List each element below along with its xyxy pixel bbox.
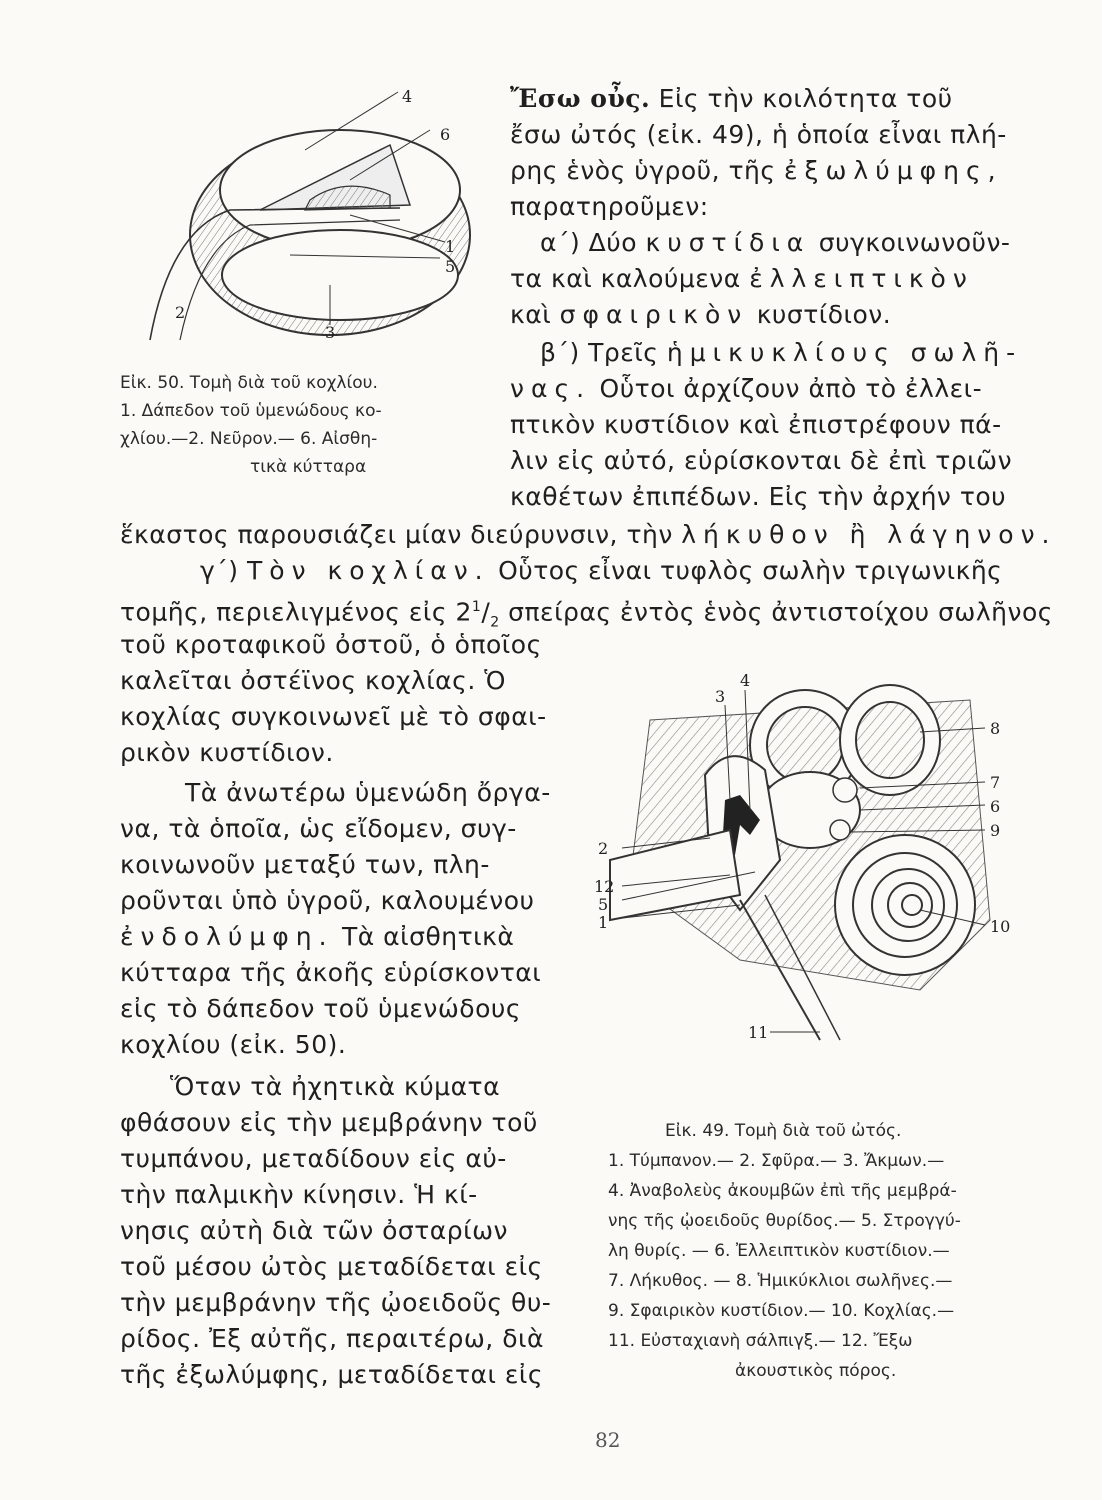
fig49-caption-line: ἀκουστικὸς πόρος. — [735, 1361, 897, 1381]
fig49-caption-line: 1. Τύμπανον.— 2. Σφῦρα.— 3. Ἄκμων.— — [608, 1151, 945, 1171]
text-line: τοῦ μέσου ὠτὸς μεταδίδεται εἰς — [120, 1252, 543, 1281]
fig49-caption-line: Εἰκ. 49. Τομὴ διὰ τοῦ ὠτός. — [665, 1121, 902, 1141]
text-line: α΄) Δύο κυστίδια συγκοινωνοῦν- — [540, 228, 1011, 257]
text-line: ρης ἑνὸς ὑγροῦ, τῆς ἐξωλύμφης, — [510, 156, 1003, 185]
text-line: γ΄) Τὸν κοχλίαν. Οὗτος εἶναι τυφλὸς σωλὴν τριγωνικῆς — [200, 556, 1003, 585]
text-line: ἐνδολύμφη. Τὰ αἰσθητικὰ — [120, 922, 515, 951]
text-line: κοινωνοῦν μεταξύ των, πλη- — [120, 850, 490, 879]
text-line: να, τὰ ὁποῖα, ὡς εἴδομεν, συγ- — [120, 814, 517, 843]
fig49-label-9: 9 — [990, 821, 1001, 840]
text-line: εἰς τὸ δάπεδον τοῦ ὑμενώδους — [120, 994, 521, 1023]
fig49-label-2: 2 — [598, 839, 609, 858]
text-line: νας. Οὗτοι ἀρχίζουν ἀπὸ τὸ ἐλλει- — [510, 374, 983, 403]
fig50-caption-line: 1. Δάπεδον τοῦ ὑμενώδους κο- — [120, 401, 382, 421]
text-line: ρίδος. Ἐξ αὐτῆς, περαιτέρω, διὰ — [120, 1324, 544, 1353]
text-line: Ὅταν τὰ ἠχητικὰ κύματα — [170, 1072, 501, 1101]
fig50-label-6: 6 — [440, 125, 451, 144]
page-number: 82 — [595, 1428, 621, 1452]
fig49-label-3: 3 — [715, 687, 726, 706]
text-line: καλεῖται ὀστέϊνος κοχλίας. Ὁ — [120, 666, 506, 695]
text-line: τα καὶ καλούμενα ἐλλειπτικὸν — [510, 264, 974, 293]
text-line: καὶ σφαιρικὸν κυστίδιον. — [510, 300, 892, 329]
fig50-caption-line: χλίου.—2. Νεῦρον.— 6. Αἰσθη- — [120, 429, 378, 449]
fig49-label-10: 10 — [990, 917, 1011, 936]
fig49-label-5: 5 — [598, 895, 609, 914]
cochlea — [835, 835, 975, 975]
figure-49-drawing — [590, 660, 1040, 1060]
text-line: κοχλίου (εἰκ. 50). — [120, 1030, 347, 1059]
text-line: νησις αὐτὴ διὰ τῶν ὀσταρίων — [120, 1216, 508, 1245]
fig50-label-5: 5 — [445, 257, 456, 276]
fig49-label-8: 8 — [990, 719, 1001, 738]
fig49-caption-line: 11. Εὐσταχιανὴ σάλπιγξ.— 12. Ἔξω — [608, 1331, 913, 1351]
text-line: β΄) Τρεῖς ἡμικυκλίους σωλῆ- — [540, 338, 1023, 367]
fig49-caption-line: λη θυρίς. — 6. Ἐλλειπτικὸν κυστίδιον.— — [608, 1241, 950, 1261]
text-line: φθάσουν εἰς τὴν μεμβράνην τοῦ — [120, 1108, 538, 1137]
fig50-label-1: 1 — [445, 237, 456, 256]
text-line: ἕκαστος παρουσιάζει μίαν διεύρυνσιν, τὴν λήκυθον ἢ λάγηνον. — [120, 520, 1057, 549]
fig49-label-7: 7 — [990, 773, 1001, 792]
fig50-caption-line: Εἰκ. 50. Τομὴ διὰ τοῦ κοχλίου. — [120, 373, 378, 393]
fig49-label-4: 4 — [740, 671, 751, 690]
fig50-label-2: 2 — [175, 303, 186, 322]
fig49-label-1: 1 — [598, 913, 609, 932]
text-line: Ἔσω οὖς. Εἰς τὴν κοιλότητα τοῦ — [510, 84, 953, 113]
figure-50-drawing — [140, 70, 480, 350]
text-line: Τὰ ἀνωτέρω ὑμενώδη ὄργα- — [185, 778, 551, 807]
fig50-caption-line: τικὰ κύτταρα — [250, 457, 367, 477]
text-line: ἔσω ὠτός (εἰκ. 49), ἡ ὁποία εἶναι πλή- — [510, 120, 1007, 149]
text-line: λιν εἰς αὐτό, εὑρίσκονται δὲ ἐπὶ τριῶν — [510, 446, 1013, 475]
fig49-caption-line: 7. Λήκυθος. — 8. Ἡμικύκλιοι σωλῆνες.— — [608, 1271, 953, 1291]
section-heading: Ἔσω οὖς. — [510, 84, 651, 113]
text-line: παρατηροῦμεν: — [510, 192, 709, 221]
utricle — [833, 778, 857, 802]
text-line: ρικὸν κυστίδιον. — [120, 738, 334, 767]
text-line: πτικὸν κυστίδιον καὶ ἐπιστρέφουν πά- — [510, 410, 1002, 439]
fig49-label-11: 11 — [748, 1023, 769, 1042]
fig49-caption-line: 9. Σφαιρικὸν κυστίδιον.— 10. Κοχλίας.— — [608, 1301, 955, 1321]
text-line: τομῆς, περιελιγμένος εἰς $2^1/_2$ σπείρας ἐντὸς ἑνὸς ἀντιστοίχου σωλῆνος — [120, 597, 1053, 631]
text-line: τῆς ἐξωλύμφης, μεταδίδεται εἰς — [120, 1360, 544, 1389]
text-line: τὴν παλμικὴν κίνησιν. Ἡ κί- — [120, 1180, 478, 1209]
text-line: τοῦ κροταφικοῦ ὀστοῦ, ὁ ὁποῖος — [120, 630, 542, 659]
fig49-caption-line: 4. Ἀναβολεὺς ἀκουμβῶν ἐπὶ τῆς μεμβρά- — [608, 1181, 957, 1201]
text-line: τὴν μεμβράνην τῆς ᾠοειδοῦς θυ- — [120, 1288, 552, 1317]
fig49-caption-line: νης τῆς ᾠοειδοῦς θυρίδος.— 5. Στρογγύ- — [608, 1211, 961, 1231]
text-line: κύτταρα τῆς ἀκοῆς εὑρίσκονται — [120, 958, 542, 987]
fig50-label-4: 4 — [402, 87, 413, 106]
text-line: ροῦνται ὑπὸ ὑγροῦ, καλουμένου — [120, 886, 535, 915]
fig50-label-3: 3 — [325, 323, 336, 342]
fig49-label-6: 6 — [990, 797, 1001, 816]
cochlea-lower-chamber — [222, 230, 458, 320]
saccule — [830, 820, 850, 840]
fig49-label-12: 12 — [594, 877, 615, 896]
text-line: τυμπάνου, μεταδίδουν εἰς αὐ- — [120, 1144, 507, 1173]
text-line: κοχλίας συγκοινωνεῖ μὲ τὸ σφαι- — [120, 702, 547, 731]
text-line: καθέτων ἐπιπέδων. Εἰς τὴν ἀρχήν του — [510, 482, 1007, 511]
